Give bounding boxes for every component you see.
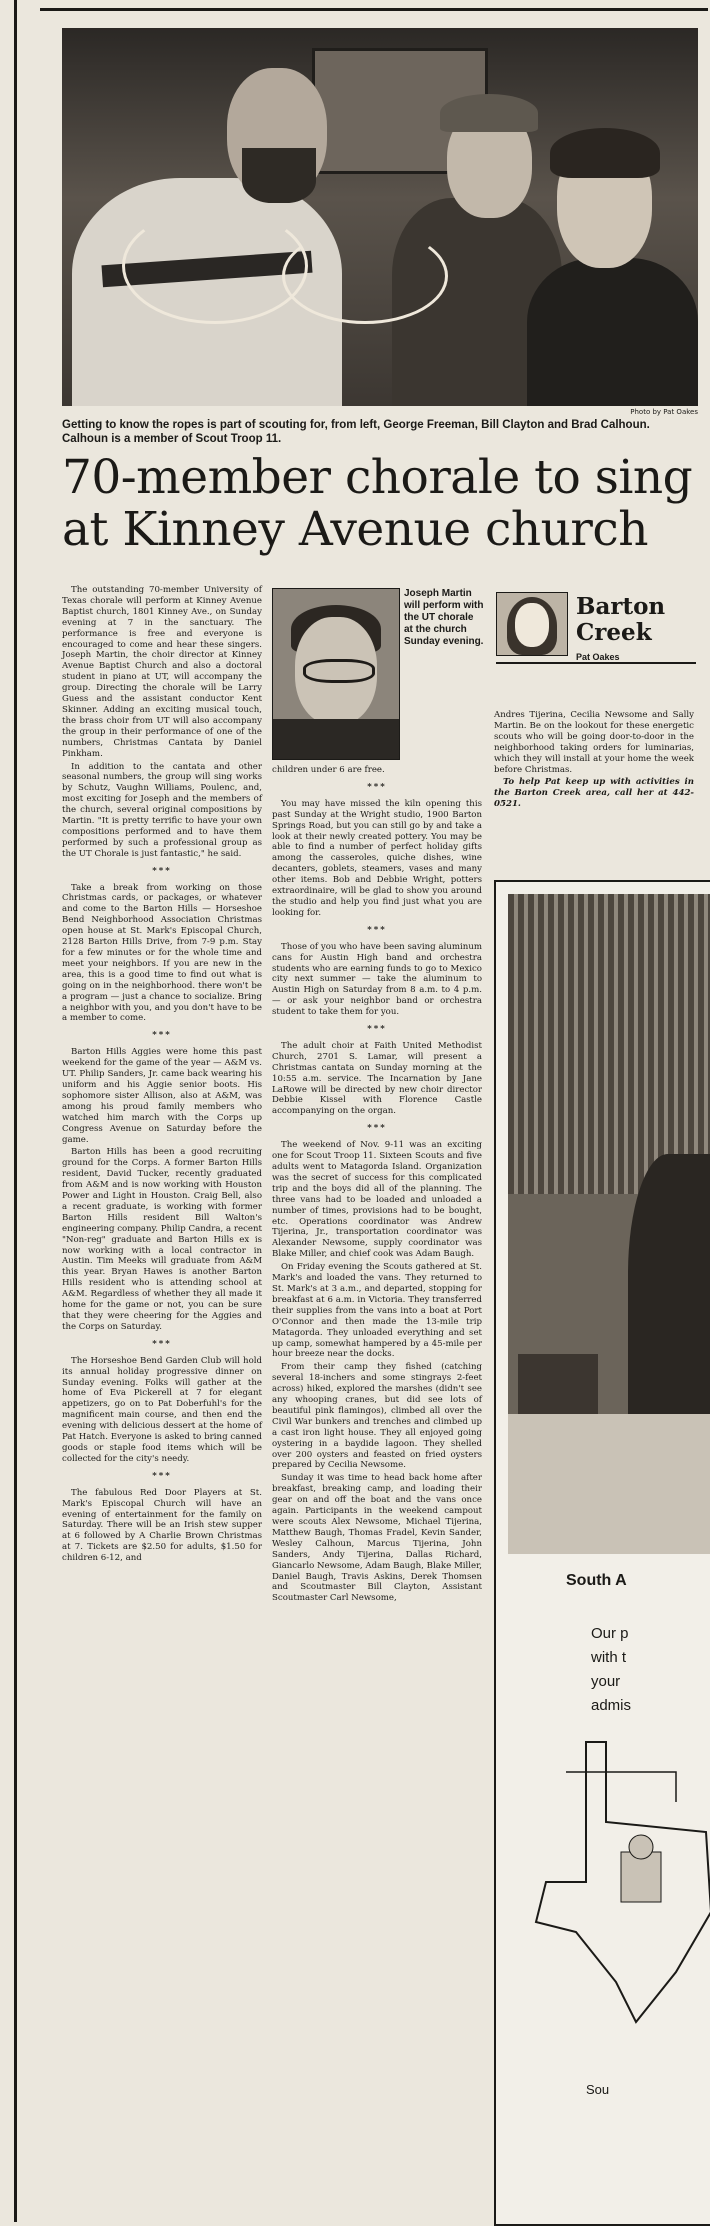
paragraph: On Friday evening the Scouts gathered at St. Mark's and loaded the vans. They returned to St. Mark's at 3 a.m., and departed, stopping for breakfast at 6 a.m. in Victoria. They transferred their supplies from the vans into a boat at Port O'Connor and then made the 13-mile trip Matagorda. They unloaded everything and set up camp, somewhat hampered by a 45-mile per hour breeze near the docks. <box>272 1262 482 1360</box>
ad-footer-text: Sou <box>586 2082 610 2097</box>
section-separator: *** <box>152 1338 172 1349</box>
paragraph: Take a break from working on those Christmas cards, or packages, or whatever and come to the Barton Hills — Horseshoe Bend Neighborhood Association Christmas open house at St. Mark's Episcopal Church, 2128 Barton Hills Drive, from 7-9 p.m. Stay for a few minutes or for the whole time and meet your neighbors. If you are new in the area, this is a good time to find out what is going on in the neighborhood. there won't be a program — just a chance to socialize. Bring a neighbor with you, and you don't have to be a member to come. <box>62 882 262 1024</box>
paragraph: The fabulous Red Door Players at St. Mark's Episcopal Church will have an evening of entertainment for the family on Saturday. There will be an Irish stew supper at 6 followed by A Charlie Brown Christmas at 7. Tickets are $2.50 for adults, $1.50 for children 6-12, and <box>62 1487 262 1564</box>
paragraph: The Horseshoe Bend Garden Club will hold its annual holiday progressive dinner on Sunday evening. Folks will gather at the home of Eva Pickerell at 7 for elegant appetizers, go on to Pat Doberfuhl's for the magnificent main course, and then end the evening with delicious dessert at the home of Pat Hatch. Everyone is asked to bring canned goods or staple food items which will be collected for the city's needy. <box>62 1355 262 1464</box>
ad-text-line: Our p <box>591 1625 629 1642</box>
ad-text-line: admis <box>591 1697 632 1714</box>
ad-title: South A <box>566 1572 627 1589</box>
column-logo <box>496 592 696 702</box>
paragraph: children under 6 are free. <box>272 765 385 775</box>
scouts-photo <box>62 28 698 406</box>
paragraph: Sunday it was time to head back home after breakfast, breaking camp, and loading their gear on and off the boat and the vans once again. Participants in the weekend campout were scouts Alex Newsome, Michael Tijerina, Matthew Baugh, Thomas Fradel, Kevin Sander, Wesley Calhoun, Marcus Tijerina, John Sanders, Andy Tijerina, Dallas Richard, Giancarlo Newsome, Adam Baugh, Blake Miller, Daniel Baugh, Travis Askins, Derek Thomsen and Scoutmaster Bill Clayton, Assistant Scoutmaster Carl Newsome, <box>272 1473 482 1604</box>
paragraph: Barton Hills has been a good recruiting ground for the Corps. A former Barton Hills resident, David Tucker, recently graduated from A&M and is now working with Houston Power and Light in Houston. Craig Bell, also a recent graduate, is working with former Barton Hills resident Bill Walton's engineering company. Philip Candra, a recent "Non-reg" graduate and Barton Hills ex is now working with a local contractor in Austin. Tim Meeks will graduate from A&M this year. Bryan Hawes is another Barton Hills resident who is attending school at A&M. Regardless of whether they all made it home for the game or not, you can be sure that they were cheering for the Aggies and the Corps on Saturday. <box>62 1147 262 1332</box>
headline: 70-member chorale to sing at Kinney Avenue church <box>62 450 693 557</box>
paragraph: You may have missed the kiln opening this past Sunday at the Wright studio, 1900 Barton Springs Road, but you can still go by and take a look at their newly created pottery. You may be able to find a number of perfect holiday gifts among the casseroles, quiche dishes, wine decanters, goblets, steamers, vases and many other items. Bob and Debbie Wright, potters extraordinaire, will be glad to show you around the studio and help you find just what you are looking for. <box>272 798 482 918</box>
article-column-3 <box>494 710 694 812</box>
martin-photo-caption: Joseph Martin will perform with the UT chorale at the church Sunday evening. <box>404 588 484 647</box>
joseph-martin-photo <box>272 588 400 760</box>
section-separator: *** <box>367 1024 387 1035</box>
section-separator: *** <box>152 1030 172 1041</box>
columnist-photo <box>496 592 568 656</box>
paragraph: The adult choir at Faith United Methodist Church, 2701 S. Lamar, will present a Christmas cantata on Sunday morning at the 10:55 a.m. service. The Incarnation by Jane LaRowe will be directed by new choir director Debbie Kissel with Florence Castle accompanying on the organ. <box>272 1040 482 1117</box>
section-separator: *** <box>367 924 387 935</box>
photo-credit: Photo by Pat Oakes <box>630 408 698 416</box>
paragraph: Barton Hills Aggies were home this past weekend for the game of the year — A&M vs. UT. Philip Sanders, Jr. came back wearing his uniform and his Aggie senior boots. His sophomore sister Allison, also at A&M, was among his proud family members who watched him march with the Corps up Congress Avenue on Saturday before the game. <box>62 1047 262 1145</box>
column-title: Barton Creek <box>576 593 666 646</box>
advertisement <box>494 880 710 2226</box>
column-author: Pat Oakes <box>576 652 620 662</box>
article-column-2 <box>272 765 482 1606</box>
section-separator: *** <box>367 1123 387 1134</box>
paragraph: Andres Tijerina, Cecilia Newsome and Sally Martin. Be on the lookout for these energetic scouts who will be going door-to-door in the neighborhood taking orders for luminarias, which they will install at your home the week before Christmas. <box>494 710 694 775</box>
paragraph: In addition to the cantata and other seasonal numbers, the group will sing works by Schutz, Vaughn Williams, Poulenc, and, most exciting for Joseph and the members of the church, several original compositions by Martin. "It is pretty terrific to have your own compositions performed and to have them performed by such a professional group as the UT Chorale is just fantastic," he said. <box>62 761 262 859</box>
paragraph: Those of you who have been saving aluminum cans for Austin High band and orchestra students who are earning funds to go to Mexico city next summer — take the aluminum to Austin High on Saturday from 8 a.m. to 4 p.m. — or ask your neighbor band or orchestra student to take them for you. <box>272 941 482 1018</box>
paragraph: The outstanding 70-member University of Texas chorale will perform at Kinney Avenue Baptist church, 1801 Kinney Ave., on Sunday evening at 7 in the sanctuary. The performance is free and everyone is encouraged to come and hear these singers. Joseph Martin, the choir director at Kinney Avenue Baptist Church and also a doctoral student in piano at UT, will accompany the group. Directing the chorale will be Larry Guess and the assistant conductor Kent Skinner. Adding an exciting musical touch, the brass choir from UT will also accompany the group in their performance of one of the numbers, Christmas Cantata by Daniel Pinkham. <box>62 585 262 759</box>
section-separator: *** <box>367 781 387 792</box>
page-edge-rule <box>14 0 17 2222</box>
photo-caption: Getting to know the ropes is part of scouting for, from left, George Freeman, Bill Clayton and Brad Calhoun. Calhoun is a member of Scout Troop 11. <box>62 419 650 445</box>
logo-rule <box>496 662 696 664</box>
paragraph: From their camp they fished (catching several 18-inchers and some stingrays 2-feet across) hiked, explored the marshes (didn't see any whooping cranes, but did see lots of beautiful pink flamingos), climbed all over the Civil War bunkers and trenches and climbed up a cast iron light house. They all enjoyed going oystering in a baydide lagoon. They shelled over 200 oysters and feasted on fried oysters prepared by Cecilia Newsome. <box>272 1362 482 1471</box>
section-separator: *** <box>152 1470 172 1481</box>
ad-text-line: your <box>591 1673 621 1690</box>
texas-map-icon <box>526 1732 710 2032</box>
section-separator: *** <box>152 865 172 876</box>
ad-text <box>591 1622 710 1718</box>
ad-photo <box>508 894 710 1554</box>
top-rule <box>40 8 708 11</box>
article-column-1 <box>62 585 262 1566</box>
paragraph: The weekend of Nov. 9-11 was an exciting one for Scout Troop 11. Sixteen Scouts and five adults went to Matagorda Island. Organization was the secret of success for this complicated trip and the boys did all of the planning. The three vans had to be loaded and unloaded a number of times, provisions had to be bought, etc. Operations coordinator was Andrew Tijerina, Jr., transportation coordinator was Alexander Newsome, supply coordinator was Blake Miller, and chief cook was Adam Baugh. <box>272 1140 482 1260</box>
paragraph: To help Pat keep up with activities in the Barton Creek area, call her at 442-0521. <box>494 777 694 810</box>
ad-text-line: with t <box>591 1649 627 1666</box>
